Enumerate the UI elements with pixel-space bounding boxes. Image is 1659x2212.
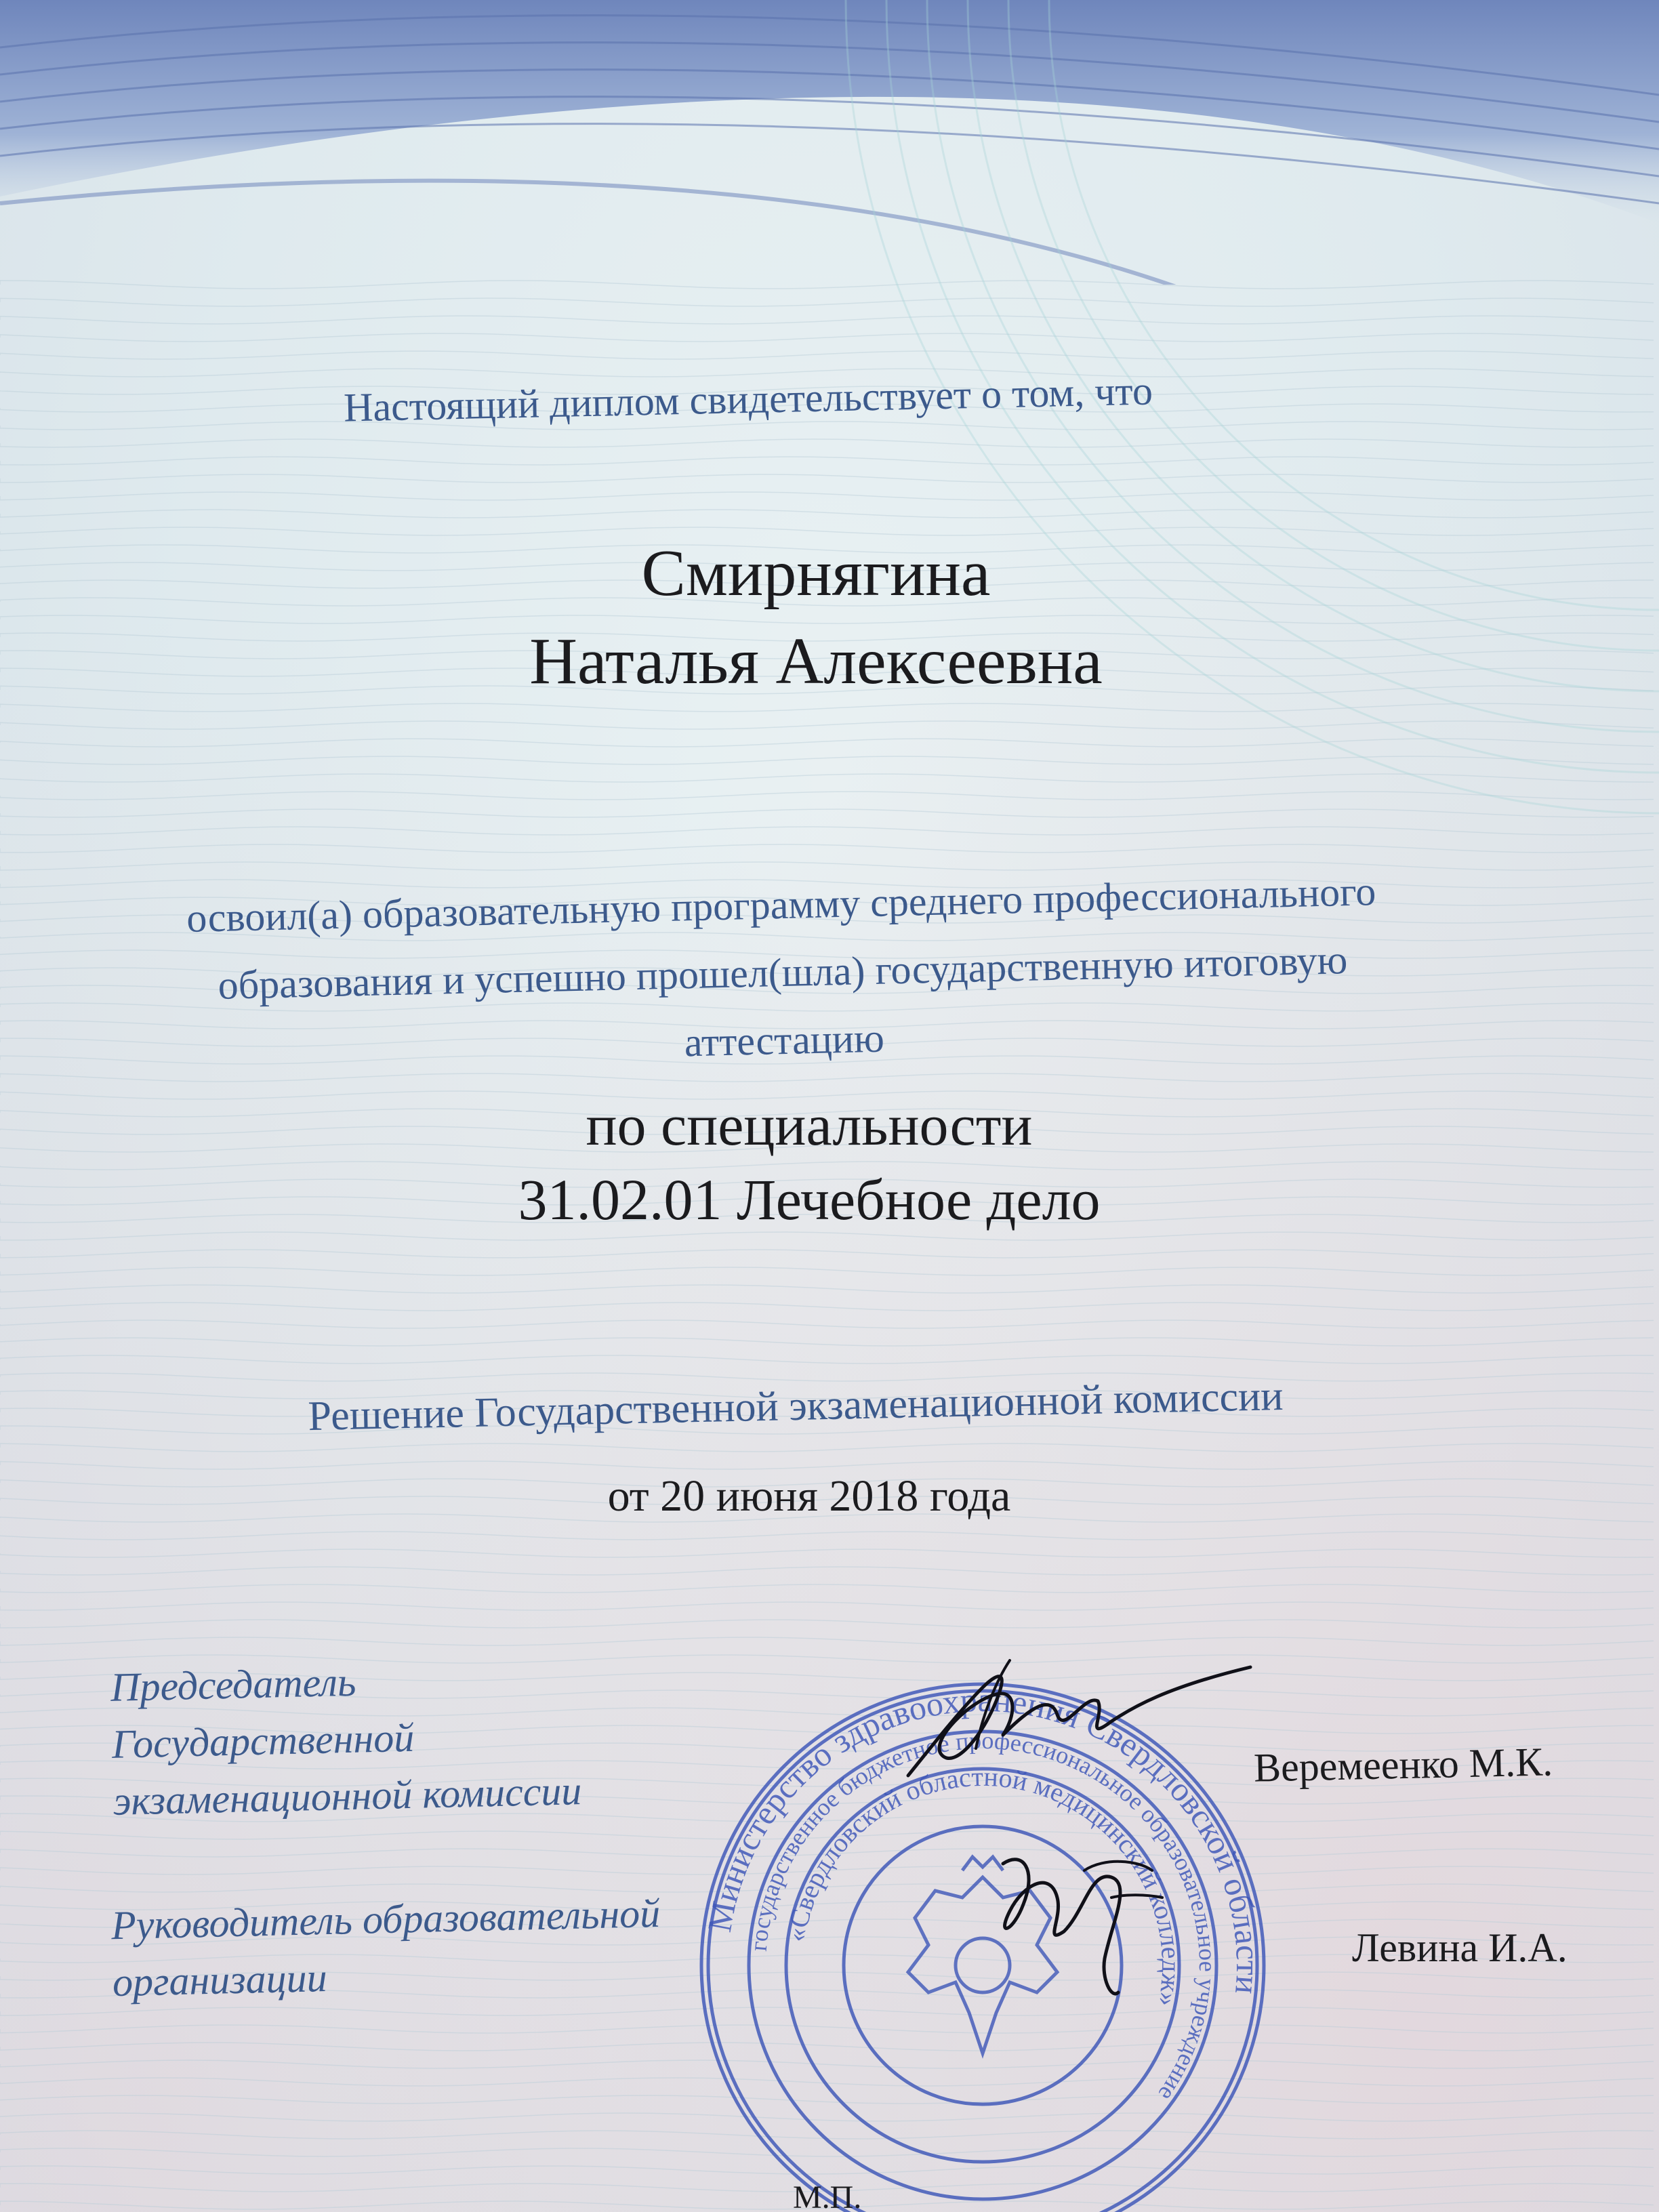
seal-place-label: М.П. [793,2179,862,2212]
chair-title-line: экзаменационной комиссии [112,1768,582,1824]
chair-title-line: Государственной [111,1715,415,1767]
chair-name: Веремеенко М.К. [1253,1739,1553,1790]
decision-date: от 20 июня 2018 года [607,1471,1011,1521]
specialty-label: по специальности [586,1092,1033,1158]
chair-title-line: Председатель [110,1659,356,1710]
specialty-value: 31.02.01 Лечебное дело [518,1167,1101,1232]
graduate-surname: Смирнягина [641,537,991,610]
head-signature [976,1830,1179,2006]
head-name: Левина И.А. [1352,1925,1568,1970]
graduate-given-names: Наталья Алексеевна [529,625,1103,698]
chair-title [110,1648,582,1830]
seal-middle-text: государственное бюджетное профессиональное образовательное учреждение [744,1726,1222,2106]
program-line: образования и успешно прошел(шла) государственную итоговую [217,937,1349,1008]
program-line: аттестацию [684,1015,885,1065]
intro-line: Настоящий диплом свидетельствует о том, что [343,368,1153,430]
commission-decision: Решение Государственной экзаменационной комиссии [307,1372,1284,1440]
seal-inner-text: «Свердловский областной медицинский колледж» [780,1761,1187,2009]
program-statement [86,855,1479,1090]
head-title-line: Руководитель образовательной [110,1890,661,1948]
head-title [110,1885,662,2011]
head-title-line: организации [112,1955,328,2005]
seal-outer-text: Министерство здравоохранения Свердловской области [700,1680,1268,1996]
chair-signature [881,1640,1261,1796]
program-line: освоил(а) образовательную программу среднего профессионального [186,869,1376,941]
